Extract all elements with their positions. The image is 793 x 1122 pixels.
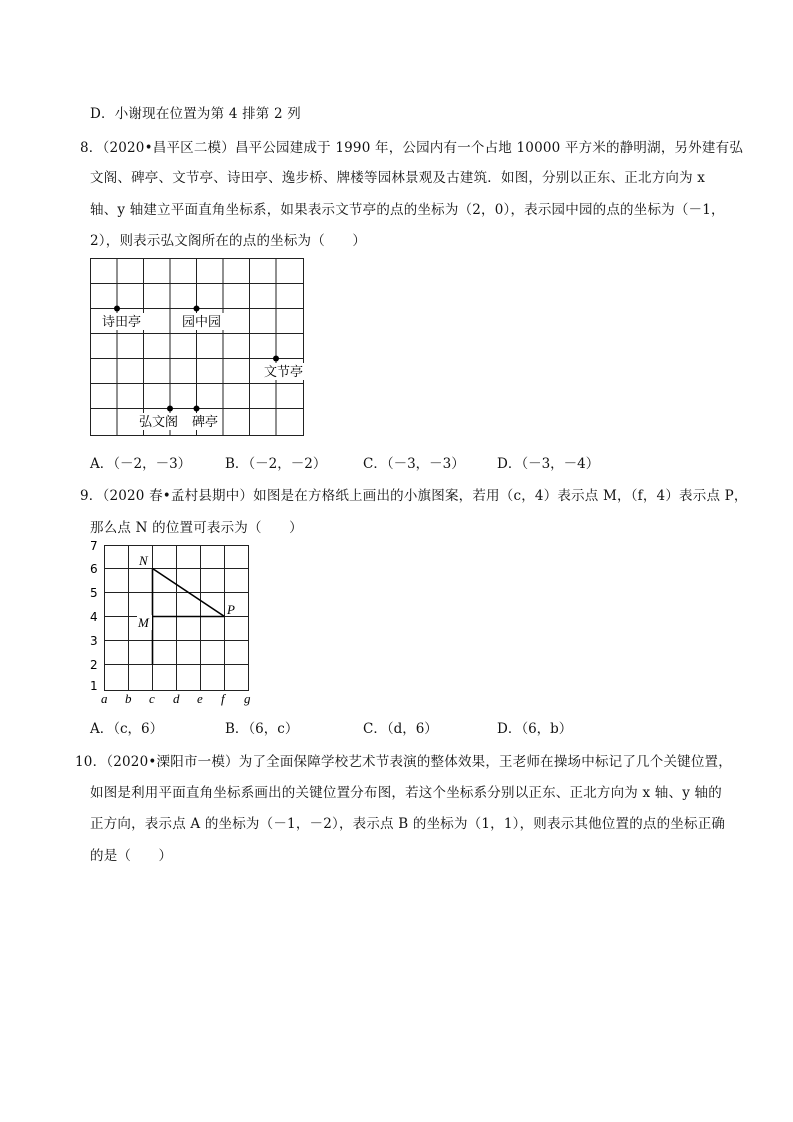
q9-label-p: P [227, 602, 235, 617]
q8-label-wenjie: 文节亭 [264, 365, 304, 380]
q8-label-beiting: 碑亭 [192, 415, 219, 430]
q10-line-2: 如图是利用平面直角坐标系画出的关键位置分布图，若这个坐标系分别以正东、正北方向为 x 轴、y 轴的 [90, 785, 722, 801]
q8-grid-figure [85, 255, 310, 440]
q10-line-1: 10．（2020•溧阳市一模）为了全面保障学校艺术节表演的整体效果，王老师在操场中标记了几个关键位置， [75, 754, 732, 770]
q9-x-tick-g: g [244, 691, 251, 706]
q9-x-tick-f: f [221, 691, 225, 706]
q8-option-b: B．（－2，－2） [225, 456, 327, 472]
q9-x-tick-d: d [173, 691, 180, 706]
q9-option-a: A．（c，6） [90, 721, 164, 737]
q8-label-yuanzhong: 园中园 [182, 315, 222, 330]
q9-y-tick-3: 3 [90, 634, 98, 648]
q9-y-tick-4: 4 [90, 610, 98, 624]
q9-x-tick-b: b [125, 691, 132, 706]
q7-option-d: D．小谢现在位置为第 4 排第 2 列 [90, 106, 301, 122]
q9-grid-lines [105, 546, 249, 691]
q8-line-3: 轴、y 轴建立平面直角坐标系，如果表示文节亭的点的坐标为（2，0），表示园中园的点的坐标为（－1， [90, 202, 725, 218]
q9-x-tick-e: e [197, 691, 203, 706]
q9-line-2: 那么点 N 的位置可表示为（ ） [90, 520, 303, 536]
q8-option-c: C．（－3，－3） [363, 456, 465, 472]
q9-y-tick-6: 6 [90, 562, 98, 576]
q9-y-tick-1: 1 [90, 679, 98, 693]
q8-option-d: D．（－3，－4） [497, 456, 600, 472]
q8-label-shitian: 诗田亭 [102, 315, 142, 330]
q8-line-2: 文阁、碑亭、文节亭、诗田亭、逸步桥、牌楼等园林景观及古建筑．如图，分别以正东、正北方向为 x [90, 170, 706, 186]
q9-flag-shape [153, 569, 225, 665]
q9-grid-figure [85, 535, 260, 707]
q8-point-yuanzhong [194, 306, 200, 312]
q8-label-hongwen: 弘文阁 [139, 415, 179, 430]
q9-label-m: M [138, 615, 149, 630]
q8-point-shitian [114, 306, 120, 312]
q10-line-4: 的是（ ） [90, 848, 173, 864]
q8-point-hongwen [167, 406, 173, 412]
q8-line-1: 8．（2020•昌平区二模）昌平公园建成于 1990 年，公园内有一个占地 10000 平方米的静明湖，另外建有弘 [80, 140, 744, 156]
q9-option-c: C．（d，6） [363, 721, 438, 737]
q8-point-beiting [194, 406, 200, 412]
q8-option-a: A．（－2，－3） [90, 456, 192, 472]
q10-line-3: 正方向，表示点 A 的坐标为（－1，－2），表示点 B 的坐标为（1，1），则表示其他位置的点的坐标正确 [90, 816, 726, 832]
q9-x-tick-a: a [101, 691, 108, 706]
q9-option-b: B．（6，c） [225, 721, 299, 737]
q8-line-4: 2），则表示弘文阁所在的点的坐标为（ ） [90, 233, 367, 249]
q9-x-tick-c: c [149, 691, 155, 706]
q9-label-n: N [139, 553, 148, 568]
q8-point-wenjie [273, 356, 279, 362]
q9-y-tick-2: 2 [90, 658, 98, 672]
q9-option-d: D．（6，b） [497, 721, 573, 737]
q9-line-1: 9．（2020 春•孟村县期中）如图是在方格纸上画出的小旗图案，若用（c，4）表示点 M，（f，4）表示点 P， [80, 488, 748, 504]
q9-y-tick-5: 5 [90, 586, 98, 600]
q9-y-tick-7: 7 [90, 539, 98, 553]
